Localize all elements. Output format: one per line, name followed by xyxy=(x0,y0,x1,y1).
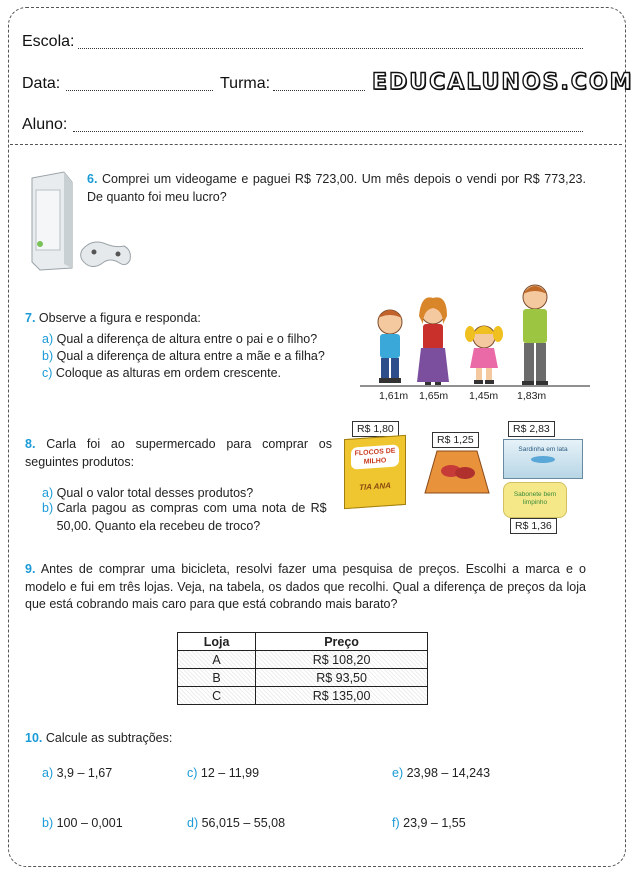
q10-item-a: a) 3,9 – 1,67 xyxy=(42,766,113,780)
q8-item-a: a) Qual o valor total desses produtos? xyxy=(42,486,254,500)
table-cell: A xyxy=(178,651,256,669)
price-flakes: R$ 1,80 xyxy=(352,421,399,437)
table-cell: B xyxy=(178,669,256,687)
son-figure xyxy=(378,310,402,383)
q7-item-a: a) Qual a diferença de altura entre o pai e o filho? xyxy=(42,332,318,346)
date-line[interactable] xyxy=(66,90,213,91)
q7-item-b: b) Qual a diferença de altura entre a mãe e a filha? xyxy=(42,349,325,363)
table-cell: C xyxy=(178,687,256,705)
q7-number: 7. xyxy=(25,311,36,325)
site-logo: EDUCALUNOS.COM xyxy=(372,70,634,95)
flakes-box: FLOCOS DE MILHO TIA ANA xyxy=(344,435,406,509)
height-father: 1,83m xyxy=(517,390,547,402)
prices-table xyxy=(177,632,428,705)
class-label: Turma: xyxy=(220,75,271,92)
height-mother: 1,65m xyxy=(419,390,449,402)
table-cell: R$ 135,00 xyxy=(256,687,428,705)
class-line[interactable] xyxy=(273,90,365,91)
table-header-store: Loja xyxy=(178,633,256,651)
q9-number: 9. xyxy=(25,562,36,576)
sardine-can: Sardinha em lata xyxy=(503,439,583,479)
q7-text: Observe a figura e responda: xyxy=(38,311,201,325)
table-row xyxy=(178,669,428,687)
school-label: Escola: xyxy=(22,33,75,50)
soap-bar: Sabonete bem limpinho xyxy=(503,482,567,518)
q7-item-c: c) Coloque as alturas em ordem crescente. xyxy=(42,366,282,380)
q8-item-b: b) Carla pagou as compras com uma nota de R$ 50,00. Quanto ela recebeu de troco? xyxy=(42,501,327,533)
price-meat: R$ 1,25 xyxy=(432,432,479,448)
q9-text: Antes de comprar uma bicicleta, resolvi fazer uma pesquisa de preços. Escolhi a marca e o modelo e fui em três lojas. Veja, na tabela, os dados que recolhi. Qual a diferença de preços da loja que está cobrando mais caro para que está cobrando mais barato? xyxy=(25,562,586,611)
height-daughter: 1,45m xyxy=(469,390,499,402)
question-10 xyxy=(25,730,172,748)
school-line[interactable] xyxy=(78,48,583,49)
meat-package-icon xyxy=(423,449,491,495)
date-label: Data: xyxy=(22,75,61,92)
question-7 xyxy=(25,310,201,328)
q8-number: 8. xyxy=(25,437,36,451)
student-label: Aluno: xyxy=(22,116,68,133)
student-line[interactable] xyxy=(73,131,583,132)
price-sardine: R$ 2,83 xyxy=(508,421,555,437)
q10-item-e: e) 23,98 – 14,243 xyxy=(392,766,491,780)
question-6 xyxy=(87,171,586,206)
q10-number: 10. xyxy=(25,731,43,745)
daughter-figure xyxy=(465,326,503,384)
q10-item-f: f) 23,9 – 1,55 xyxy=(392,816,466,830)
table-row xyxy=(178,651,428,669)
price-soap: R$ 1,36 xyxy=(510,518,557,534)
q10-text: Calcule as subtrações: xyxy=(45,731,173,745)
header-separator xyxy=(10,144,622,145)
q6-number: 6. xyxy=(87,172,98,186)
q10-item-d: d) 56,015 – 55,08 xyxy=(187,816,286,830)
q6-text: Comprei um videogame e paguei R$ 723,00. Um mês depois o vendi por R$ 773,23. De quanto foi meu lucro? xyxy=(87,172,586,204)
table-cell: R$ 108,20 xyxy=(256,651,428,669)
q8-text: Carla foi ao supermercado para comprar os seguintes produtos: xyxy=(25,437,332,469)
mother-figure xyxy=(417,297,449,385)
question-8 xyxy=(25,436,332,471)
father-figure xyxy=(522,285,548,385)
table-header-row xyxy=(178,633,428,651)
question-9 xyxy=(25,561,586,614)
table-cell: R$ 93,50 xyxy=(256,669,428,687)
q10-item-b: b) 100 – 0,001 xyxy=(42,816,123,830)
family-figure-icon xyxy=(355,282,595,390)
height-son: 1,61m xyxy=(379,390,409,402)
q10-item-c: c) 12 – 11,99 xyxy=(187,766,260,780)
table-row xyxy=(178,687,428,705)
table-header-price: Preço xyxy=(256,633,428,651)
